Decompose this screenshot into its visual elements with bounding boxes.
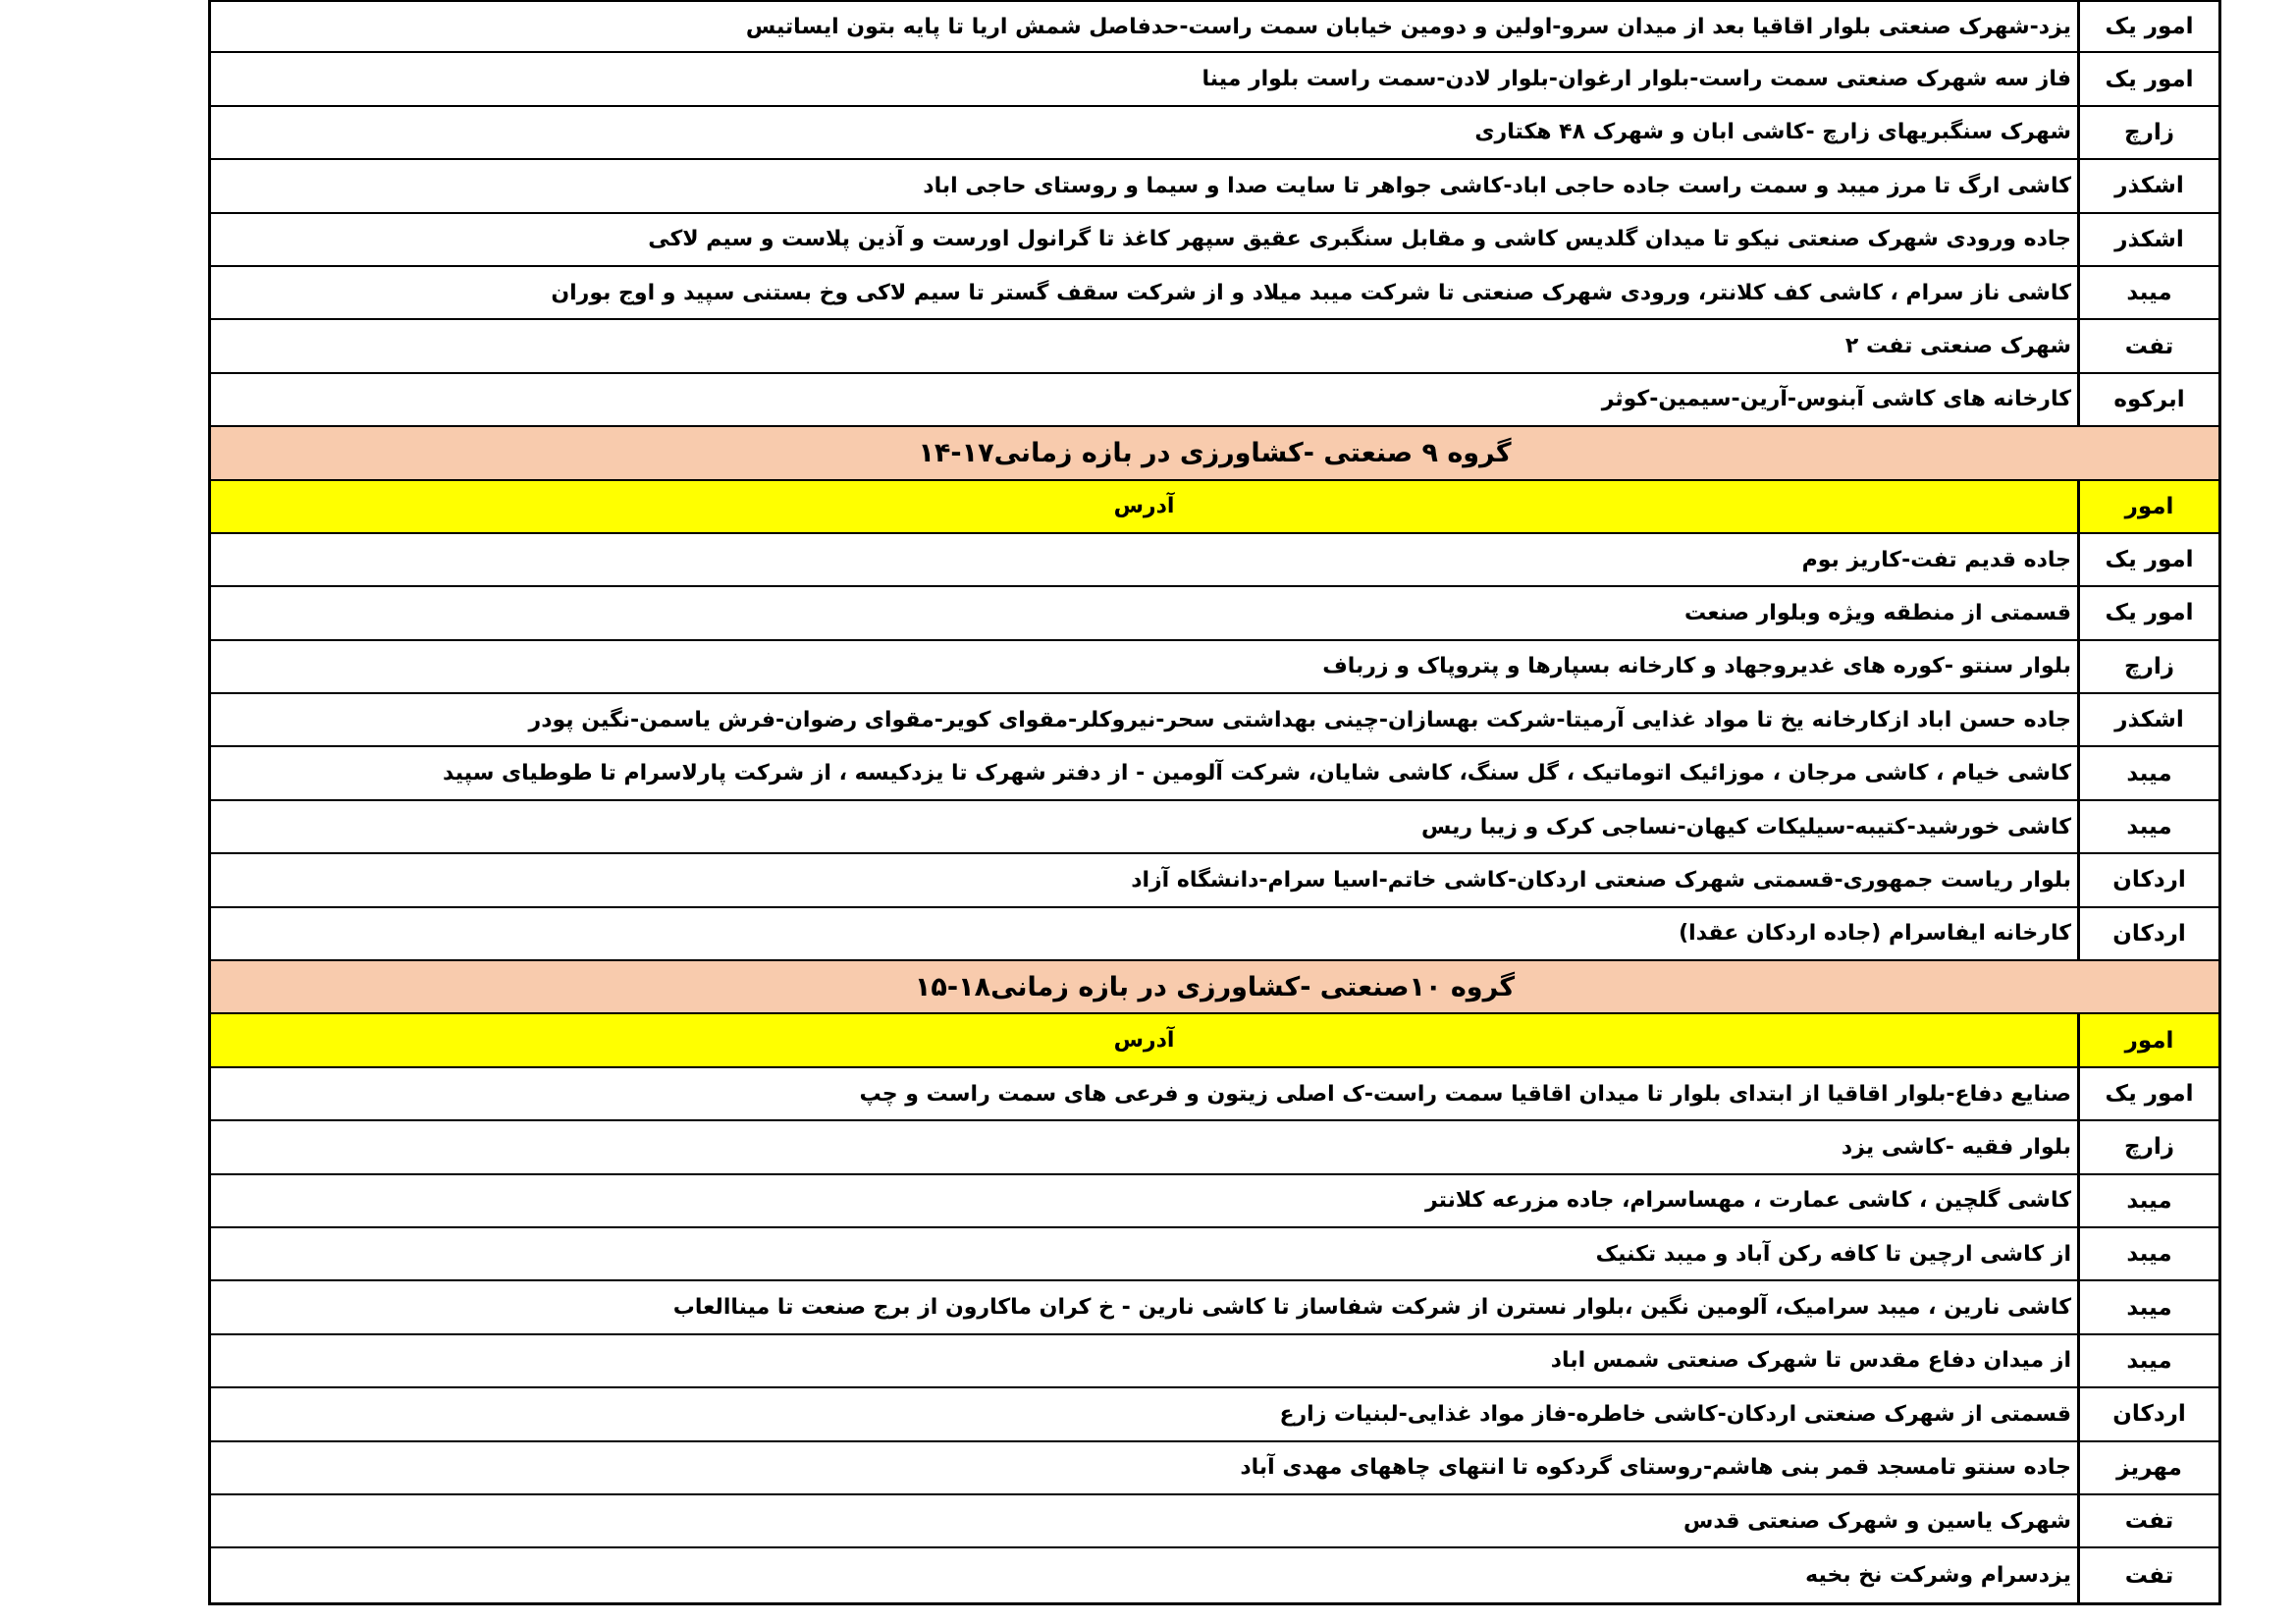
address-cell: قسمتی از منطقه ویژه وبلوار صنعت bbox=[1684, 600, 2071, 625]
region-cell: امور یک bbox=[2077, 587, 2218, 638]
address-cell: یزدسرام وشرکت نخ بخیه bbox=[1805, 1563, 2071, 1589]
table-row bbox=[211, 1495, 2218, 1548]
table-row bbox=[211, 267, 2218, 320]
region-cell: میبد bbox=[2077, 267, 2218, 318]
table-row bbox=[211, 1281, 2218, 1334]
group-9-header-row bbox=[211, 481, 2218, 534]
address-cell: فاز سه شهرک صنعتی سمت راست-بلوار ارغوان-بلوار لادن-سمت راست بلوار مینا bbox=[1201, 67, 2071, 92]
table-row bbox=[211, 801, 2218, 854]
table-row bbox=[211, 374, 2218, 427]
region-cell: زارچ bbox=[2077, 641, 2218, 692]
region-cell: اشکذر bbox=[2077, 694, 2218, 745]
table-row bbox=[211, 53, 2218, 106]
address-cell: کاشی نارین ، میبد سرامیک، آلومین نگین ،بلوار نسترن از شرکت شفاساز تا کاشی نارین - خ کران ماکارون از برج صنعت تا میناالعاب bbox=[672, 1295, 2071, 1321]
table-row bbox=[211, 1388, 2218, 1441]
address-cell: کارخانه ایفاسرام (جاده اردکان عقدا) bbox=[1679, 921, 2071, 947]
table-row bbox=[211, 908, 2218, 961]
table-row bbox=[211, 1121, 2218, 1174]
address-cell: جاده سنتو تامسجد قمر بنی هاشم-روستای گردکوه تا انتهای چاههای مهدی آباد bbox=[1240, 1455, 2071, 1481]
address-cell: کاشی ارگ تا مرز میبد و سمت راست جاده حاجی اباد-کاشی جواهر تا سایت صدا و سیما و روستای حاجی اباد bbox=[923, 173, 2071, 198]
table-row bbox=[211, 534, 2218, 587]
region-cell: اردکان bbox=[2077, 908, 2218, 959]
column-header-region: امور bbox=[2077, 481, 2218, 532]
address-cell: کاشی ناز سرام ، کاشی کف کلانتر، ورودی شهرک صنعتی تا شرکت میبد میلاد و از شرکت سقف گستر تا سیم لاکی وخ بستنی سپید و اوج بوران bbox=[551, 280, 2071, 305]
column-header-address: آدرس bbox=[1113, 1028, 1175, 1054]
table-row bbox=[211, 1175, 2218, 1228]
address-cell: شهرک صنعتی تفت ۲ bbox=[1844, 334, 2071, 359]
table-row bbox=[211, 1228, 2218, 1281]
region-cell: تفت bbox=[2077, 1495, 2218, 1546]
region-cell: تفت bbox=[2077, 320, 2218, 371]
table-row bbox=[211, 854, 2218, 907]
table-row bbox=[211, 0, 2218, 53]
address-cell: جاده حسن اباد ازکارخانه یخ تا مواد غذایی آرمیتا-شرکت بهسازان-چینی بهداشتی سحر-نیروکلر-مقوای کویر-مقوای رضوان-فرش یاسمن-نگین پودر bbox=[528, 707, 2071, 732]
region-cell: امور یک bbox=[2077, 2, 2218, 51]
address-cell: جاده قدیم تفت-کاریز بوم bbox=[1801, 547, 2071, 572]
table-row bbox=[211, 641, 2218, 694]
address-cell: یزد-شهرک صنعتی بلوار اقاقیا بعد از میدان سرو-اولین و دومین خیابان سمت راست-حدفاصل شمش اریا تا پایه بتون ایساتیس bbox=[745, 14, 2071, 39]
region-cell: زارچ bbox=[2077, 107, 2218, 158]
address-cell: قسمتی از شهرک صنعتی اردکان-کاشی خاطره-فاز مواد غذایی-لبنیات زارع bbox=[1279, 1401, 2071, 1427]
table-row bbox=[211, 747, 2218, 800]
address-cell: بلوار فقیه -کاشی یزد bbox=[1841, 1134, 2071, 1160]
region-cell: اردکان bbox=[2077, 1388, 2218, 1439]
column-header-region: امور bbox=[2077, 1014, 2218, 1065]
address-cell: کاشی خورشید-کتیبه-سیلیکات کیهان-نساجی کرک و زیبا ریس bbox=[1421, 814, 2071, 839]
group-9-title-row bbox=[211, 427, 2218, 480]
address-cell: کارخانه های کاشی آبنوس-آرین-سیمین-کوثر bbox=[1601, 387, 2071, 412]
address-cell: بلوار سنتو -کوره های غدیروجهاد و کارخانه بسپارها و پتروپاک و زرباف bbox=[1322, 654, 2071, 679]
region-cell: تفت bbox=[2077, 1548, 2218, 1601]
region-cell: میبد bbox=[2077, 747, 2218, 798]
address-cell: شهرک سنگبریهای زارچ -کاشی ابان و شهرک ۴۸ هکتاری bbox=[1474, 120, 2071, 145]
address-cell: شهرک یاسین و شهرک صنعتی قدس bbox=[1682, 1508, 2071, 1534]
table-row bbox=[211, 587, 2218, 640]
table-row bbox=[211, 214, 2218, 267]
region-cell: میبد bbox=[2077, 1281, 2218, 1332]
region-cell: میبد bbox=[2077, 1335, 2218, 1386]
region-cell: مهریز bbox=[2077, 1442, 2218, 1493]
region-cell: ابرکوه bbox=[2077, 374, 2218, 425]
group-10-header-row bbox=[211, 1014, 2218, 1067]
address-cell: کاشی خیام ، کاشی مرجان ، موزائیک اتوماتیک ، گل سنگ، کاشی شایان، شرکت آلومین - از دفتر شهرک تا یزدکیسه ، از شرکت پارلاسرام تا طوطیای سپید bbox=[443, 761, 2071, 786]
region-cell: امور یک bbox=[2077, 53, 2218, 104]
region-cell: امور یک bbox=[2077, 534, 2218, 585]
address-cell: کاشی گلچین ، کاشی عمارت ، مهساسرام، جاده مزرعه کلانتر bbox=[1424, 1188, 2071, 1214]
table-row bbox=[211, 320, 2218, 373]
table-row bbox=[211, 160, 2218, 213]
table-row bbox=[211, 1442, 2218, 1495]
region-cell: میبد bbox=[2077, 1175, 2218, 1226]
group-10-title-row bbox=[211, 961, 2218, 1014]
address-cell: جاده ورودی شهرک صنعتی نیکو تا میدان گلدیس کاشی و مقابل سنگبری عقیق سپهر کاغذ تا گرانول اورست و آذین پلاست و سیم لاکی bbox=[648, 227, 2071, 252]
table-row bbox=[211, 1068, 2218, 1121]
address-cell: بلوار ریاست جمهوری-قسمتی شهرک صنعتی اردکان-کاشی خاتم-اسیا سرام-دانشگاه آزاد bbox=[1131, 867, 2071, 893]
table-row bbox=[211, 694, 2218, 747]
address-cell: از کاشی ارچین تا کافه رکن آباد و میبد تکنیک bbox=[1595, 1241, 2071, 1267]
region-cell: میبد bbox=[2077, 1228, 2218, 1279]
address-cell: صنایع دفاع-بلوار اقاقیا از ابتدای بلوار تا میدان اقاقیا سمت راست-ک اصلی زیتون و فرعی های سمت راست و چپ bbox=[859, 1081, 2071, 1107]
region-cell: زارچ bbox=[2077, 1121, 2218, 1172]
region-cell: میبد bbox=[2077, 801, 2218, 852]
table-row bbox=[211, 1548, 2218, 1601]
group-10-title: گروه ۱۰صنعتی -کشاورزی در بازه زمانی۱۸-۱۵ bbox=[914, 971, 1516, 1002]
column-header-address: آدرس bbox=[1113, 494, 1175, 519]
region-cell: اشکذر bbox=[2077, 214, 2218, 265]
table-row bbox=[211, 107, 2218, 160]
group-9-title: گروه ۹ صنعتی -کشاورزی در بازه زمانی۱۷-۱۴ bbox=[918, 437, 1512, 468]
region-cell: اردکان bbox=[2077, 854, 2218, 905]
region-cell: امور یک bbox=[2077, 1068, 2218, 1119]
region-cell: اشکذر bbox=[2077, 160, 2218, 211]
outage-schedule-table bbox=[208, 0, 2221, 1605]
table-row bbox=[211, 1335, 2218, 1388]
address-cell: از میدان دفاع مقدس تا شهرک صنعتی شمس اباد bbox=[1550, 1348, 2071, 1374]
